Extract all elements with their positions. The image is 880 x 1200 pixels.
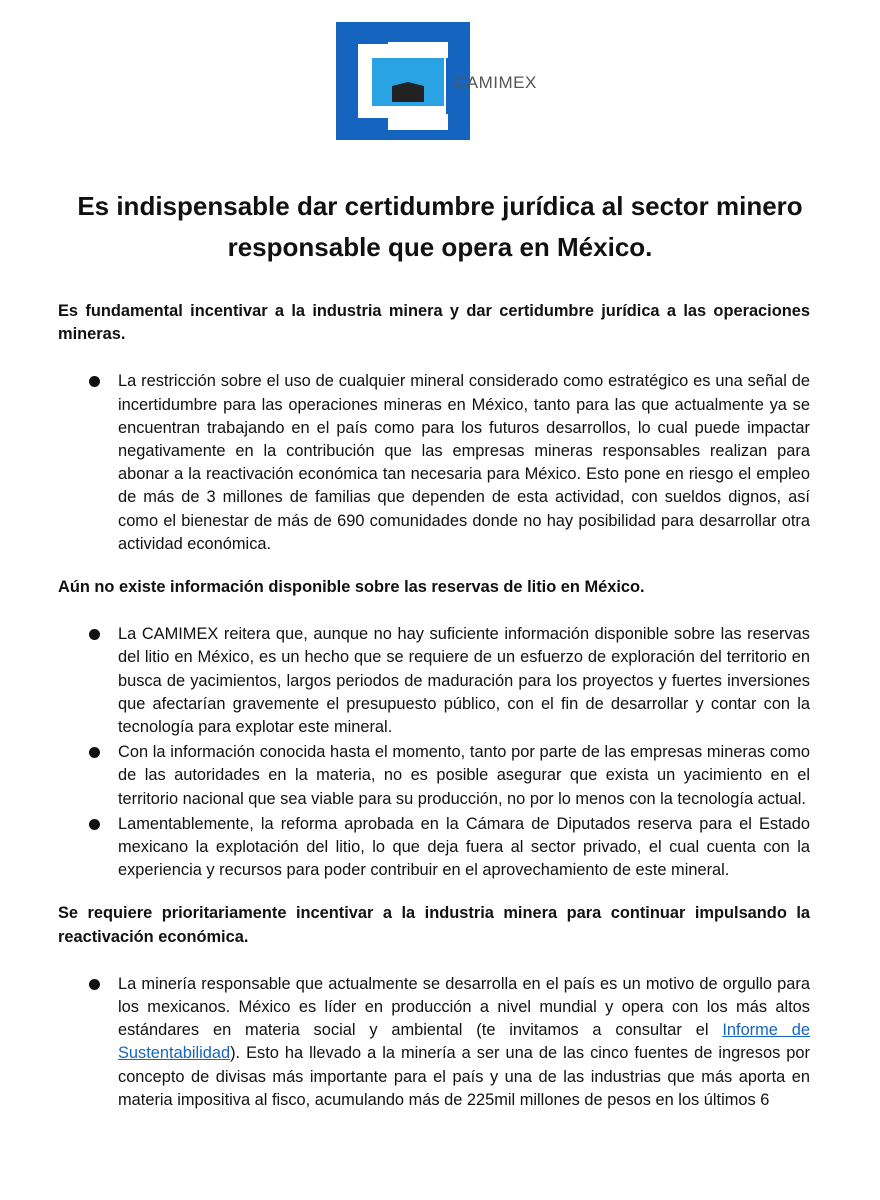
list-item: La CAMIMEX reitera que, aunque no hay suficiente información disponible sobre las reservas del litio en México, es un hecho que se requiere de un esfuerzo de exploración del territorio en busca de yacimientos, largos periodos de maduración para los proyectos y fuertes inversiones que afectarían gravemente el presupuesto público, con el fin de desarrollar y contar con la tecnología para explotar este mineral. [58, 623, 810, 739]
logo-wordmark: CAMIMEX [454, 73, 537, 92]
list-item: La minería responsable que actualmente se desarrolla en el país es un motivo de orgullo para los mexicanos. México es líder en producción a nivel mundial y opera con los más altos estándares en materia social y ambiental (te invitamos a consultar el Informe de Sustentabilidad). Esto ha llevado a la minería a ser una de las cinco fuentes de ingresos por concepto de divisas más importante para el país y una de las industrias que más aporta en materia impositiva al fisco, acumulando más de 225mil millones de pesos en los últimos 6 [58, 973, 810, 1112]
section-heading: Se requiere prioritariamente incentivar a la industria minera para continuar impulsando la reactivación económica. [58, 904, 810, 946]
bullet-icon [89, 819, 100, 830]
mine-cart-icon [392, 82, 424, 102]
bullet-list [58, 623, 810, 882]
list-item: La restricción sobre el uso de cualquier mineral considerado como estratégico es una señal de incertidumbre para las operaciones mineras en México, tanto para las que actualmente ya se encuentran trabajando en el país como para los futuros desarrollos, lo cual puede impactar negativamente en la contribución que las empresas mineras responsables realizan para abonar a la reactivación económica tan necesaria para México. Esto pone en riesgo el empleo de más de 3 millones de familias que dependen de esta actividad, con sueldos dignos, así como el bienestar de más de 690 comunidades donde no hay posibilidad para desarrollar otra actividad económica. [58, 370, 810, 556]
section-heading: Aún no existe información disponible sobre las reservas de litio en México. [58, 578, 645, 597]
section-heading: Es fundamental incentivar a la industria minera y dar certidumbre jurídica a las operaciones mineras. [58, 302, 810, 344]
bullet-icon [89, 376, 100, 387]
camimex-logo [336, 22, 556, 144]
bullet-icon [89, 629, 100, 640]
bullet-list [58, 973, 810, 1112]
list-item: Con la información conocida hasta el momento, tanto por parte de las empresas mineras como de las autoridades en la materia, no es posible asegurar que exista un yacimiento en el territorio nacional que sea viable para su producción, no por lo menos con la tecnología actual. [58, 741, 810, 811]
document-body [58, 300, 810, 1132]
bullet-icon [89, 747, 100, 758]
page-title: Es indispensable dar certidumbre jurídica al sector minero responsable que opera en México. [77, 191, 803, 262]
list-item: Lamentablemente, la reforma aprobada en la Cámara de Diputados reserva para el Estado mexicano la explotación del litio, lo que deja fuera al sector privado, el cual cuenta con la experiencia y recursos para poder contribuir en el aprovechamiento de este mineral. [58, 813, 810, 883]
bullet-icon [89, 979, 100, 990]
sustainability-report-link[interactable]: Informe de Sustentabilidad [118, 1021, 811, 1063]
bullet-list [58, 370, 810, 556]
